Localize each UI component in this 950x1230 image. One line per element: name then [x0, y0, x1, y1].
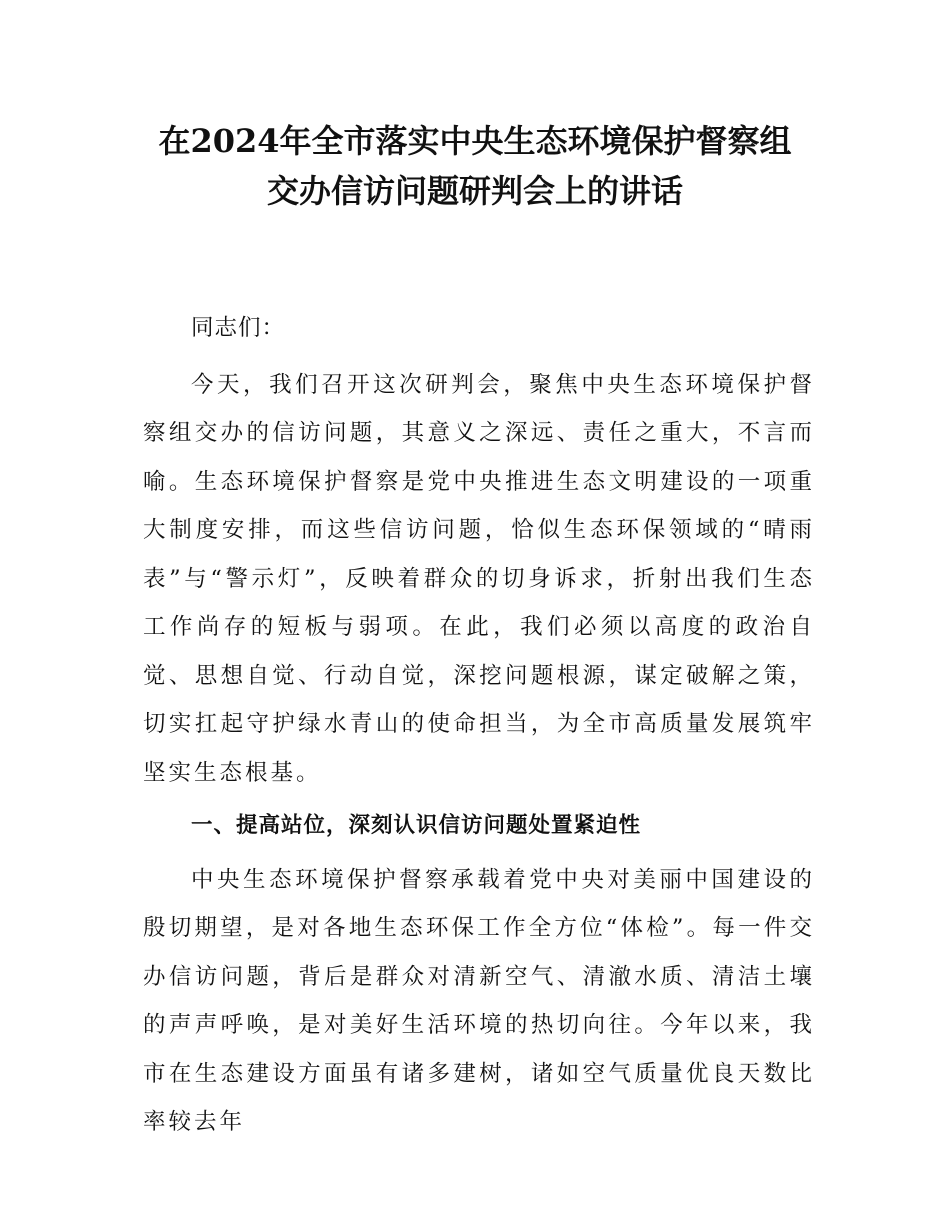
paragraph-section-1: 中央生态环境保护督察承载着党中央对美丽中国建设的殷切期望，是对各地生态环保工作全方位“体检”。每一件交办信访问题，背后是群众对清新空气、清澈水质、清洁土壤的声声呼唤，是对美好生活环境的热切向往。今年以来，我市在生态建设方面虽有诸多建树，诸如空气质量优良天数比率较去年 — [143, 866, 815, 1135]
title-line-1: 在2024年全市落实中央生态环境保护督察组 — [158, 122, 792, 160]
title-line-2: 交办信访问题研判会上的讲话 — [266, 172, 683, 210]
greeting: 同志们： — [191, 315, 286, 341]
document-title — [120, 116, 830, 216]
document-body — [143, 304, 815, 1147]
section-heading-1: 一、提高站位，深刻认识信访问题处置紧迫性 — [191, 813, 642, 838]
paragraph-intro: 今天，我们召开这次研判会，聚焦中央生态环境保护督察组交办的信访问题，其意义之深远、责任之重大，不言而喻。生态环境保护督察是党中央推进生态文明建设的一项重大制度安排，而这些信访问题，恰似生态环保领域的“晴雨表”与“警示灯”，反映着群众的切身诉求，折射出我们生态工作尚存的短板与弱项。在此，我们必须以高度的政治自觉、思想自觉、行动自觉，深挖问题根源，谋定破解之策，切实扛起守护绿水青山的使命担当，为全市高质量发展筑牢坚实生态根基。 — [143, 371, 815, 786]
